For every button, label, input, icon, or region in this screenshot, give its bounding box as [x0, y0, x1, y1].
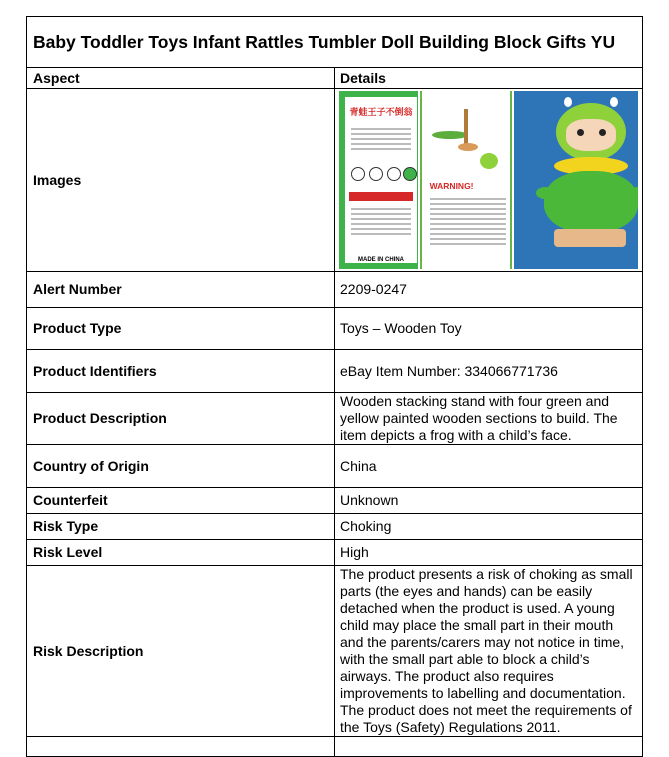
wooden-base	[554, 229, 626, 247]
next-row-label-cell	[27, 737, 335, 757]
aspect-header: Aspect	[27, 68, 335, 89]
product-title: Baby Toddler Toys Infant Rattles Tumbler Doll Building Block Gifts YU	[27, 17, 643, 68]
bin-icon	[387, 167, 401, 181]
alert-number-value: 2209-0247	[335, 272, 643, 308]
instruction-leaflet-photo	[420, 91, 512, 269]
product-identifiers-label: Product Identifiers	[27, 350, 335, 393]
alert-number-row	[27, 272, 643, 308]
counterfeit-row	[27, 488, 643, 514]
risk-level-value: High	[335, 540, 643, 566]
images-label: Images	[27, 89, 335, 272]
header-row	[27, 68, 643, 89]
recycle-icon	[369, 167, 383, 181]
left-antenna	[564, 97, 572, 107]
green-dot-icon	[403, 167, 417, 181]
box-title-text: 青蛙王子不倒翁	[349, 107, 413, 117]
green-body	[544, 171, 638, 233]
images-cell	[335, 89, 643, 272]
product-description-label: Product Description	[27, 393, 335, 445]
risk-description-label: Risk Description	[27, 566, 335, 737]
product-identifiers-value: eBay Item Number: 334066771736	[335, 350, 643, 393]
child-face	[566, 119, 616, 151]
product-type-value: Toys – Wooden Toy	[335, 308, 643, 350]
product-type-label: Product Type	[27, 308, 335, 350]
risk-level-row	[27, 540, 643, 566]
product-type-row	[27, 308, 643, 350]
alert-table	[26, 16, 643, 757]
product-description-value: Wooden stacking stand with four green and yellow painted wooden sections to build. The item depicts a frog with a child’s face.	[335, 393, 643, 445]
no-small-parts-icon	[351, 167, 365, 181]
risk-description-row	[27, 566, 643, 737]
frog-toy-photo	[514, 91, 638, 269]
risk-type-value: Choking	[335, 514, 643, 540]
alert-document	[26, 16, 643, 757]
risk-type-row	[27, 514, 643, 540]
risk-description-value: The product presents a risk of choking as small parts (the eyes and hands) can be easily detached when the product is used. A young child may place the small part in their mouth and the parents/carers may not notice in time, with the small part able to block a child’s airways. The product also requires improvements to labelling and documentation. The product does not meet the requirements of the Toys (Safety) Regulations 2011.	[335, 566, 643, 737]
box-warning-lines	[347, 205, 415, 238]
warning-banner	[349, 192, 413, 201]
product-identifiers-row	[27, 350, 643, 393]
counterfeit-value: Unknown	[335, 488, 643, 514]
next-row-partial	[27, 737, 643, 757]
frog-head-illustration	[480, 153, 498, 169]
product-description-row	[27, 393, 643, 445]
toy-part-illustration	[432, 131, 468, 139]
alert-number-label: Alert Number	[27, 272, 335, 308]
left-eye	[577, 129, 584, 136]
country-of-origin-value: China	[335, 445, 643, 488]
country-of-origin-label: Country of Origin	[27, 445, 335, 488]
counterfeit-label: Counterfeit	[27, 488, 335, 514]
box-text-lines	[347, 125, 415, 153]
right-antenna	[610, 97, 618, 107]
made-in-china-text: MADE IN CHINA	[358, 257, 404, 263]
image-strip	[339, 91, 638, 269]
risk-type-label: Risk Type	[27, 514, 335, 540]
left-hand	[536, 187, 554, 199]
box-panel	[345, 97, 417, 263]
leaflet-text-lines	[426, 195, 510, 248]
title-row	[27, 17, 643, 68]
country-of-origin-row	[27, 445, 643, 488]
box-back-photo	[339, 91, 418, 269]
next-row-value-cell	[335, 737, 643, 757]
right-eye	[599, 129, 606, 136]
base-illustration	[458, 143, 478, 151]
leaflet-warning-title: WARNING!	[429, 181, 474, 191]
risk-level-label: Risk Level	[27, 540, 335, 566]
images-row	[27, 89, 643, 272]
details-header: Details	[335, 68, 643, 89]
